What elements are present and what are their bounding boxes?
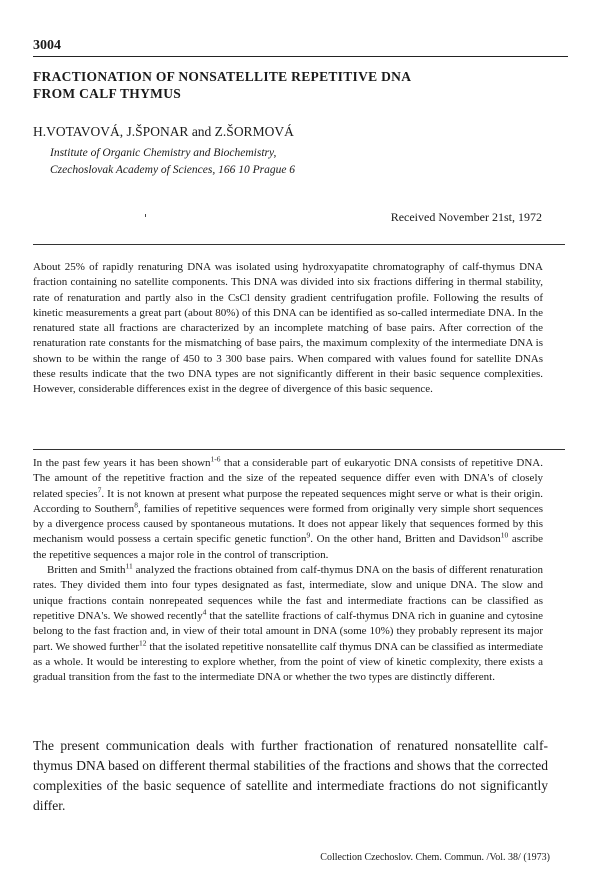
introduction — [33, 456, 543, 685]
abstract-bottom-rule — [33, 449, 565, 450]
abstract: About 25% of rapidly renaturing DNA was isolated using hydroxyapatite chromatography of calf-thymus DNA fraction containing no satellite components. This DNA was divided into six fractions differing in thermal stability, rate of renaturation and partly also in the CsCl density gradient centrifugation profile. Following the results of kinetic measurements a great part (about 80%) of this DNA can be identified as so-called intermediate DNA. In the renatured state all fractions are characterized by an incomplete matching of base pairs. After correction of the renaturation rate constants for the mismatching of base pairs, the maximum complexity of the intermediate DNA is shown to be within the range of 450 to 3 300 base pairs. When compared with values found for satellite DNAs these results indicate that the two DNA types are not significantly different in their basic sequence complexities. However, considerable differences exist in the degree of divergence of this basic sequence. — [33, 261, 543, 396]
journal-footer: Collection Czechoslov. Chem. Commun. /Vol. 38/ (1973) — [320, 852, 550, 863]
header-rule — [33, 56, 568, 57]
citation: 7 — [97, 484, 102, 494]
affiliation — [50, 145, 295, 179]
affiliation-line-1: Institute of Organic Chemistry and Biochemistry, — [50, 147, 277, 159]
citation: 11 — [125, 561, 133, 571]
decorative-tick — [145, 214, 146, 217]
text-span: that a considerable part of eukaryotic DNA consists of repetitive DNA. The amount of the repetitive fraction and the size of the repeated sequence differ even with DNA's of closely related species — [33, 457, 543, 500]
text-span: that the isolated repetitive nonsatellite calf thymus DNA can be classified as intermediate as a whole. It would be interesting to explore whether, from the point of view of kinetic complexity, there exists a gradual transition from the fast to the intermediate DNA or whether the two types are distinctly different. — [33, 640, 543, 684]
final-paragraph: The present communication deals with further fractionation of renatured nonsatellite calf-thymus DNA based on different thermal stabilities of the fractions and shows that the corrected complexities of the basic sequence of satellite and intermediate fractions do not significantly differ. — [33, 738, 548, 813]
citation: 10 — [500, 530, 509, 540]
text-span: ascribe the repetitive sequences a major role in the control of transcription. — [33, 533, 544, 561]
text-span: , families of repetitive sequences were formed from originally very simple short sequences by a divergence process caused by spontaneous mutations. It does not appear likely that sequences formed by this mechanism would possess a certain specific genetic function — [33, 502, 544, 546]
text-span: Britten and Smith — [47, 564, 126, 577]
citation: 8 — [134, 500, 138, 510]
affiliation-line-2: Czechoslovak Academy of Sciences, 166 10 Prague 6 — [50, 164, 296, 176]
page-number: 3004 — [33, 38, 61, 53]
citation: 1-6 — [210, 454, 221, 464]
title-line-1: FRACTIONATION OF NONSATELLITE REPETITIVE DNA — [33, 69, 412, 84]
intro-paragraph-2 — [33, 563, 543, 685]
text-span: analyzed the fractions obtained from calf-thymus DNA on the basis of different renaturation rates. They divided them into four types designated as fast, intermediate, slow and unique DNA. The slow and unique fractions contain nonrepeated sequences while the fast and intermediate fractions can be classified as repetitive DNA's. We showed recently — [33, 564, 543, 622]
citation: 12 — [139, 637, 147, 647]
received-date: Received November 21st, 1972 — [390, 210, 542, 224]
intro-paragraph-1 — [33, 456, 543, 563]
text-span: . On the other hand, Britten and Davidson — [310, 533, 501, 546]
authors: H.VOTAVOVÁ, J.ŠPONAR and Z.ŠORMOVÁ — [33, 124, 294, 139]
article-title — [33, 68, 553, 102]
citation: 4 — [202, 607, 207, 617]
abstract-top-rule — [33, 244, 565, 245]
text-span: . It is not known at present what purpose the repeated sequences might serve or what is their origin. According to Southern — [33, 487, 543, 515]
title-line-2: FROM CALF THYMUS — [33, 86, 182, 101]
citation: 9 — [306, 530, 311, 540]
text-span: that the satellite fractions of calf-thymus DNA rich in guanine and cytosine belong to the fast fraction and, in view of their total amount in DNA (some 10%) they probably represent its major part. We showed further — [33, 609, 544, 653]
text-span: In the past few years it has been shown — [33, 457, 211, 469]
